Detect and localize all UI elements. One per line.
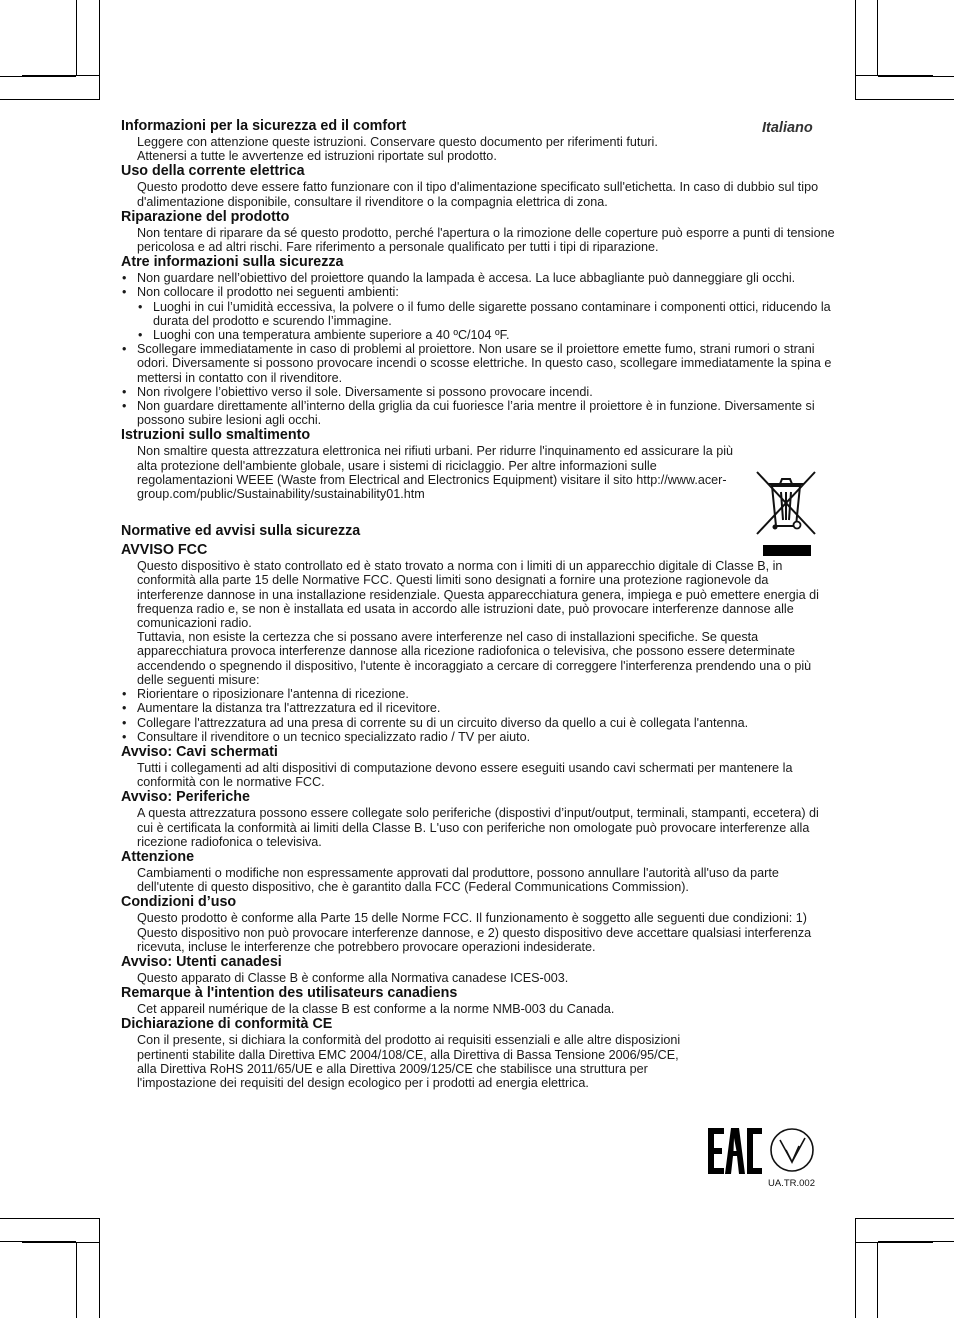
list-item: • Scollegare immediatamente in caso di problemi al proiettore. Non usare se il proiettore emette fumo, strani rumori o strani odori. Diversamente si possono provocare incendi o scosse elettriche. In questo caso, scollegare immediatamente la spina e mettersi in contatto con il rivenditore.	[121, 342, 837, 385]
paragraph: Tutti i collegamenti ad alti dispositivi di computazione devono essere eseguiti usando cavi schermati per mantenere la conformità con le normative FCC.	[137, 760, 793, 790]
list-item: • Luoghi con una temperatura ambiente superiore a 40 ºC/104 ºF.	[137, 328, 837, 342]
section-title: Remarque à l'intention des utilisateurs canadiens	[121, 985, 458, 1002]
paragraph: Non tentare di riparare da sé questo prodotto, perché l'apertura o la rimozione delle coperture può esporre a punti di tensione pericolosa e ad altri rischi. Fare riferimento a personale qualificato per tutti i tipi di riparazione.	[137, 225, 835, 255]
paragraph: Attenersi a tutte le avvertenze ed istruzioni riportate sul prodotto.	[137, 149, 497, 164]
language-label: Italiano	[762, 120, 813, 136]
list-item: • Non guardare nell’obiettivo del proiettore quando la lampada è accesa. La luce abbagliante può danneggiare gli occhi.	[121, 271, 837, 285]
paragraph: Tuttavia, non esiste la certezza che si possano avere interferenze nel caso di installazioni specifiche. Se questa apparecchiatura provoca interferenze dannose alla ricezione radiofonica o televisiva, che possono essere determinate accendendo o spegnendo il dispositivo, l'utente è incoraggiato a cercare di correggere l'interferenza prendendo una o più delle seguenti misure:	[137, 630, 812, 687]
paragraph: Cambiamenti o modifiche non espressamente approvati dal produttore, possono annullare l'autorità all'uso da parte dell'utente di questo dispositivo, che è garantito dalla FCC (Federal Communications Commission).	[137, 865, 779, 895]
section-title: AVVISO FCC	[121, 542, 208, 559]
paragraph: Questo dispositivo è stato controllato ed è stato trovato a norma con i limiti di un apparecchio digitale di Classe B, in conformità alla parte 15 delle Normative FCC. Questi limiti sono designati a fornire una protezione ragionevole da interferenze dannose in una installazione residenziale. Questa apparecchiatura genera, impiega e può emettere energia di frequenza radio e, se non è installata ed usata in accordo alle istruzioni date, può provocare interferenze dannose alle comunicazioni radio.	[137, 559, 819, 631]
bullet-list	[121, 271, 837, 299]
section-title: Uso della corrente elettrica	[121, 163, 305, 180]
list-item: • Non guardare direttamente all’interno della griglia da cui fuoriesce l’aria mentre il proiettore è in funzione. Diversamente si possono subire lesioni agli occhi.	[121, 399, 837, 427]
paragraph: Con il presente, si dichiara la conformità del prodotto ai requisiti essenziali e alle altre disposizioni pertinenti stabilite dalla Direttiva EMC 2004/108/CE, alla Direttiva di Bassa Tensione 2006/95/CE, alla Direttiva RoHS 2011/65/UE e alla Direttiva 2009/125/CE che stabilisce una struttura per l'impostazione dei requisiti del design ecologico per i prodotti ad energia elettrica.	[137, 1033, 681, 1090]
paragraph: Cet appareil numérique de la classe B est conforme a la norme NMB-003 du Canada.	[137, 1002, 615, 1017]
paragraph: Non smaltire questa attrezzatura elettronica nei rifiuti urbani. Per ridurre l'inquinamento ed assicurare la più alta protezione dell'ambiente globale, usare i sistemi di riciclaggio. Per altre informazioni sulle regolamentazioni WEEE (Waste from Electrical and Electronics Equipment) visitare il sito http://www.acer-group.com/public/Sustainability/sustainability01.htm	[137, 444, 734, 502]
section-title: Attenzione	[121, 848, 195, 865]
section-title: Atre informazioni sulla sicurezza	[121, 254, 344, 271]
list-item: • Riorientare o riposizionare l'antenna di ricezione.	[121, 687, 837, 701]
section-title: Riparazione del prodotto	[121, 208, 290, 225]
list-item: • Consultare il rivenditore o un tecnico specializzato radio / TV per aiuto.	[121, 730, 837, 744]
list-item: • Non rivolgere l’obiettivo verso il sole. Diversamente si possono provocare incendi.	[121, 385, 837, 399]
list-item: • Aumentare la distanza tra l'attrezzatura ed il ricevitore.	[121, 701, 837, 715]
bullet-list	[121, 687, 837, 744]
list-item: • Non collocare il prodotto nei seguenti ambienti:	[121, 285, 837, 299]
paragraph: Leggere con attenzione queste istruzioni. Conservare questo documento per riferimenti futuri.	[137, 135, 658, 149]
section-title: Condizioni d’uso	[121, 894, 237, 911]
section-title: Informazioni per la sicurezza ed il comfort	[121, 118, 407, 134]
paragraph: Questo prodotto è conforme alla Parte 15 delle Norme FCC. Il funzionamento è soggetto alle seguenti due condizioni: 1) Questo dispositivo non può provocare interferenze dannose, e 2) questo dispositivo deve accettare qualsiasi interferenza ricevuta, incluse le interferenze che potrebbero provocare operazioni indesiderate.	[137, 911, 812, 954]
list-item: • Collegare l'attrezzatura ad una presa di corrente su di un circuito diverso da quello a cui è collegata l'antenna.	[121, 716, 837, 730]
list-item: • Luoghi in cui l’umidità eccessiva, la polvere o il fumo delle sigarette possano contaminare i componenti ottici, riducendo la durata del prodotto e scurendo l’immagine.	[137, 300, 837, 328]
ua-mark-code: UA.TR.002	[768, 1178, 815, 1189]
ukraine-conformity-mark-icon	[771, 1129, 813, 1171]
section-title: Avviso: Utenti canadesi	[121, 953, 282, 970]
document-body	[121, 118, 837, 1090]
section-title: Istruzioni sullo smaltimento	[121, 427, 311, 444]
section-title: Avviso: Cavi schermati	[121, 743, 278, 760]
section-title: Dichiarazione di conformità CE	[121, 1016, 333, 1033]
section-title: Avviso: Periferiche	[121, 789, 250, 806]
paragraph: Questo apparato di Classe B è conforme alla Normativa canadese ICES-003.	[137, 970, 569, 985]
bullet-list	[121, 342, 837, 427]
paragraph: Questo prodotto deve essere fatto funzionare con il tipo d'alimentazione specificato sull'etichetta. In caso di dubbio sul tipo d'alimentazione disponibile, consultare il rivenditore o la compagnia elettrica di zona.	[137, 180, 819, 209]
sub-bullet-list	[121, 300, 837, 343]
crossed-out-wheelie-bin-icon	[755, 470, 817, 558]
paragraph: A questa attrezzatura possono essere collegate solo periferiche (dispostivi d’input/output, terminali, stampanti, eccetera) di cui è certificata la conformità ai limiti della Classe B. L'uso con periferiche non omologate può provocare interferenze alla ricezione radiofonica o televisiva.	[137, 806, 819, 849]
section-title: Normative ed avvisi sulla sicurezza	[121, 523, 361, 540]
